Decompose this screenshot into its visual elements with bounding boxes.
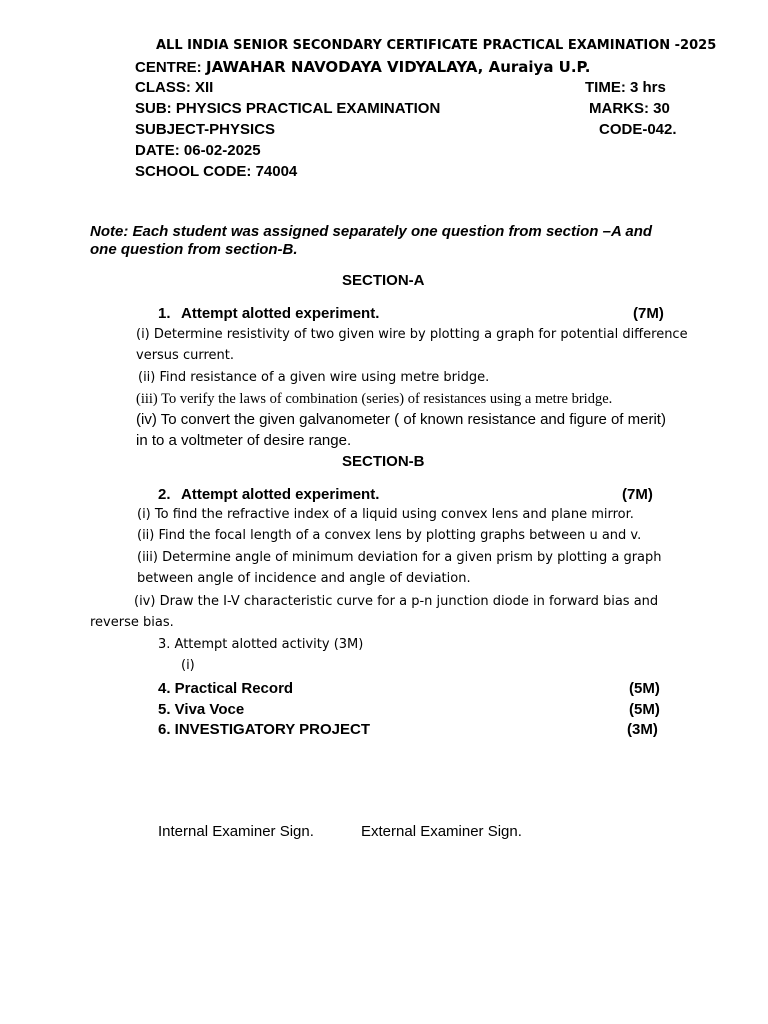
date-label: DATE: 06-02-2025: [135, 142, 261, 159]
code-label: CODE-042.: [599, 121, 677, 138]
q1-marks: (7M): [633, 305, 664, 322]
q1-item-i-cont: versus current.: [136, 348, 234, 363]
q2-marks: (7M): [622, 486, 653, 503]
q3-activity: 3. Attempt alotted activity (3M): [158, 637, 364, 652]
q1-item-i: (i) Determine resistivity of two given wire by plotting a graph for potential difference: [136, 327, 688, 342]
q2-title: Attempt alotted experiment.: [181, 486, 380, 503]
school-code: SCHOOL CODE: 74004: [135, 163, 298, 180]
q3-activity-item: (i): [181, 658, 195, 673]
item-practical-record-marks: (5M): [629, 680, 660, 697]
item-viva-voce: 5. Viva Voce: [158, 701, 245, 718]
note-line-2: one question from section-B.: [90, 241, 298, 258]
q2-number: 2.: [158, 486, 171, 503]
item-investigatory-project-marks: (3M): [627, 721, 658, 738]
q1-item-iv-cont: in to a voltmeter of desire range.: [136, 432, 352, 449]
subject-line: SUB: PHYSICS PRACTICAL EXAMINATION: [135, 100, 441, 117]
internal-examiner-sign: Internal Examiner Sign.: [158, 823, 314, 840]
q2-item-iii: (iii) Determine angle of minimum deviation for a given prism by plotting a graph: [137, 550, 662, 565]
q2-item-iv: (iv) Draw the I-V characteristic curve for a p-n junction diode in forward bias and: [134, 594, 659, 609]
q1-item-iii: (iii) To verify the laws of combination (series) of resistances using a metre bridge.: [136, 391, 613, 407]
q1-item-iv: (iv) To convert the given galvanometer ( of known resistance and figure of merit): [136, 411, 666, 428]
q2-item-iv-cont: reverse bias.: [90, 615, 174, 630]
item-viva-voce-marks: (5M): [629, 701, 660, 718]
q2-item-iii-cont: between angle of incidence and angle of deviation.: [137, 571, 471, 586]
q1-item-ii: (ii) Find resistance of a given wire using metre bridge.: [138, 370, 490, 385]
q1-number: 1.: [158, 305, 171, 322]
external-examiner-sign: External Examiner Sign.: [361, 823, 522, 840]
centre-value: JAWAHAR NAVODAYA VIDYALAYA, Auraiya U.P.: [206, 58, 591, 76]
q1-title: Attempt alotted experiment.: [181, 305, 380, 322]
class-label: CLASS: XII: [135, 79, 214, 96]
time-label: TIME: 3 hrs: [585, 79, 666, 96]
q2-item-i: (i) To find the refractive index of a liquid using convex lens and plane mirror.: [137, 507, 634, 522]
centre-label: CENTRE:: [135, 59, 202, 76]
note-line-1: Note: Each student was assigned separately one question from section –A and: [90, 223, 653, 240]
section-b-heading: SECTION-B: [342, 453, 425, 470]
marks-label: MARKS: 30: [589, 100, 670, 117]
section-a-heading: SECTION-A: [342, 272, 425, 289]
q2-item-ii: (ii) Find the focal length of a convex lens by plotting graphs between u and v.: [137, 528, 642, 543]
exam-title: ALL INDIA SENIOR SECONDARY CERTIFICATE PRACTICAL EXAMINATION -2025: [156, 38, 717, 53]
item-investigatory-project: 6. INVESTIGATORY PROJECT: [158, 721, 370, 738]
item-practical-record: 4. Practical Record: [158, 680, 294, 697]
subject-name: SUBJECT-PHYSICS: [135, 121, 276, 138]
